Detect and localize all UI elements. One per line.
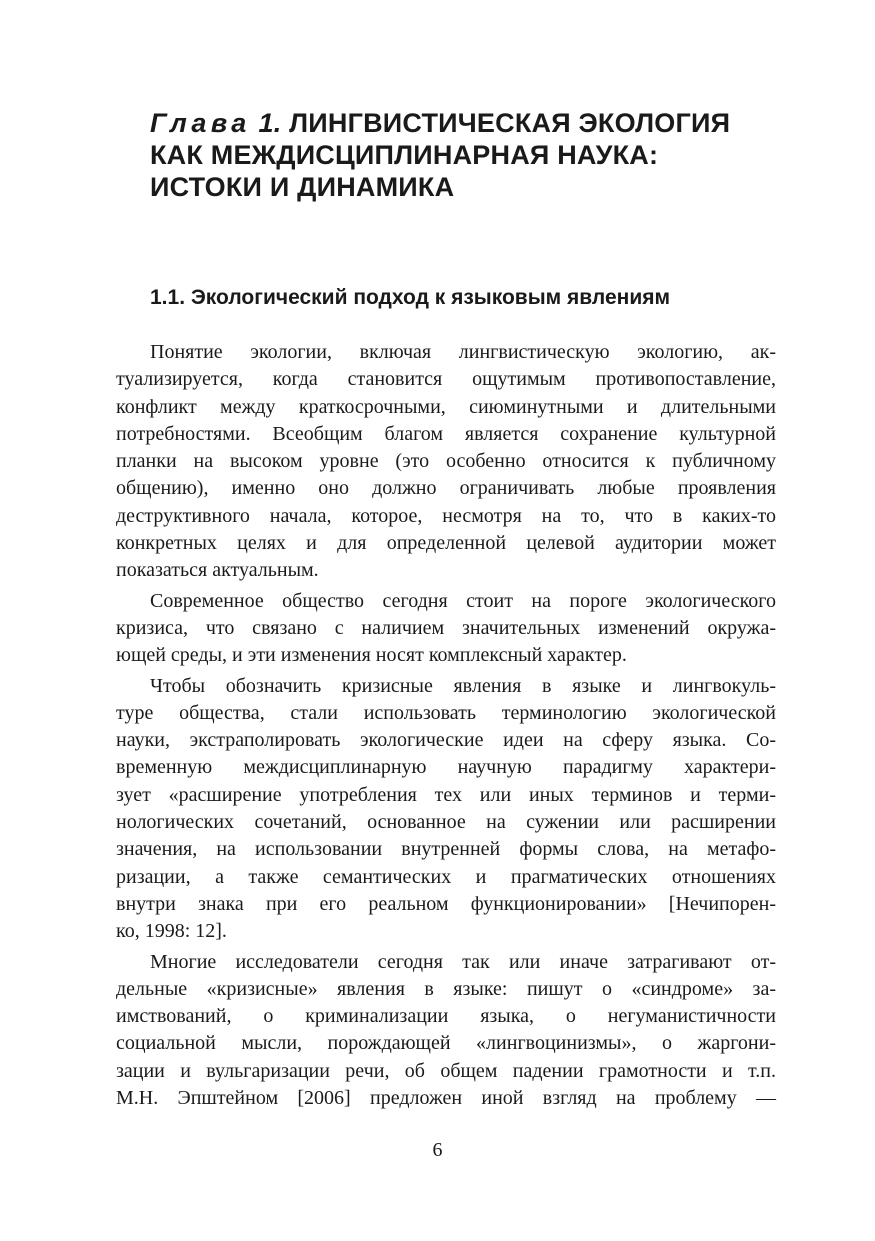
- paragraph-line: значения, на использовании внутренней формы слова, на метафо-: [116, 838, 776, 861]
- chapter-title-line-2: КАК МЕЖДИСЦИПЛИНАРНАЯ НАУКА:: [150, 140, 659, 170]
- paragraph-line: потребностями. Всеобщим благом является сохранение культурной: [116, 422, 776, 445]
- paragraph-line: имствований, о криминализации языка, о негуманистичности: [116, 1005, 776, 1028]
- chapter-title-line-1: [150, 107, 790, 139]
- paragraph-line: общению), именно оно должно ограничивать любые проявления: [116, 477, 776, 500]
- paragraph-line: планки на высоком уровне (это особенно относится к публичному: [116, 450, 776, 473]
- paragraph-line: зации и вульгаризации речи, об общем падении грамотности и т.п.: [116, 1059, 776, 1082]
- chapter-title-line-3: ИСТОКИ И ДИНАМИКА: [150, 172, 455, 202]
- paragraph-line: деструктивного начала, которое, несмотря на то, что в каких-то: [116, 504, 776, 527]
- paragraph-line: Чтобы обозначить кризисные явления в языке и лингвокуль-: [150, 674, 776, 697]
- paragraph-line: зует «расширение употребления тех или иных терминов и терми-: [116, 783, 776, 806]
- paragraph-line: туре общества, стали использовать терминологию экологической: [116, 701, 776, 724]
- paragraph-line: внутри знака при его реальном функционировании» [Нечипорен-: [116, 892, 776, 915]
- paragraph-line: временную междисциплинарную научную парадигму характери-: [116, 756, 776, 779]
- body-text: [116, 339, 776, 1115]
- paragraph-line: науки, экстраполировать экологические идеи на сферу языка. Со-: [116, 729, 776, 752]
- paragraph-line: Многие исследователи сегодня так или иначе затрагивают от-: [150, 950, 776, 973]
- paragraph-line: Понятие экологии, включая лингвистическую экологию, ак-: [150, 341, 776, 363]
- paragraph-line: ющей среды, и эти изменения носят комплексный характер.: [116, 644, 627, 667]
- paragraph-line: туализируется, когда становится ощутимым противопоставление,: [116, 368, 776, 391]
- paragraph: [116, 588, 776, 670]
- paragraph-line: социальной мысли, порождающей «лингвоцинизмы», о жаргони-: [116, 1032, 776, 1055]
- paragraph-line: нологических сочетаний, основанное на сужении или расширении: [116, 811, 776, 834]
- chapter-number: 1.: [258, 108, 282, 138]
- paragraph: [116, 949, 776, 1113]
- paragraph: [116, 339, 776, 585]
- paragraph-line: ризации, а также семантических и прагматических отношениях: [116, 865, 776, 888]
- paragraph-line: показаться актуальным.: [116, 559, 319, 582]
- chapter-title-text: ЛИНГВИСТИЧЕСКАЯ ЭКОЛОГИЯ: [289, 108, 731, 138]
- page-number: 6: [432, 1139, 443, 1161]
- paragraph-line: кризиса, что связано с наличием значительных изменений окружа-: [116, 616, 776, 639]
- paragraph-line: дельные «кризисные» явления в языке: пишут о «синдроме» за-: [116, 977, 776, 1000]
- paragraph: [116, 673, 776, 946]
- chapter-title: [150, 107, 790, 203]
- paragraph-line: конфликт между краткосрочными, сиюминутными и длительными: [116, 395, 776, 418]
- paragraph-line: Современное общество сегодня стоит на пороге экологического: [150, 589, 776, 612]
- chapter-prefix: Глава: [150, 108, 251, 138]
- paragraph-line: ко, 1998: 12].: [116, 920, 227, 943]
- section-title: 1.1. Экологический подход к языковым явлениям: [150, 286, 671, 309]
- paragraph-line: М.Н. Эпштейном [2006] предложен иной взгляд на проблему —: [116, 1087, 776, 1110]
- paragraph-line: конкретных целях и для определенной целевой аудитории может: [116, 532, 776, 555]
